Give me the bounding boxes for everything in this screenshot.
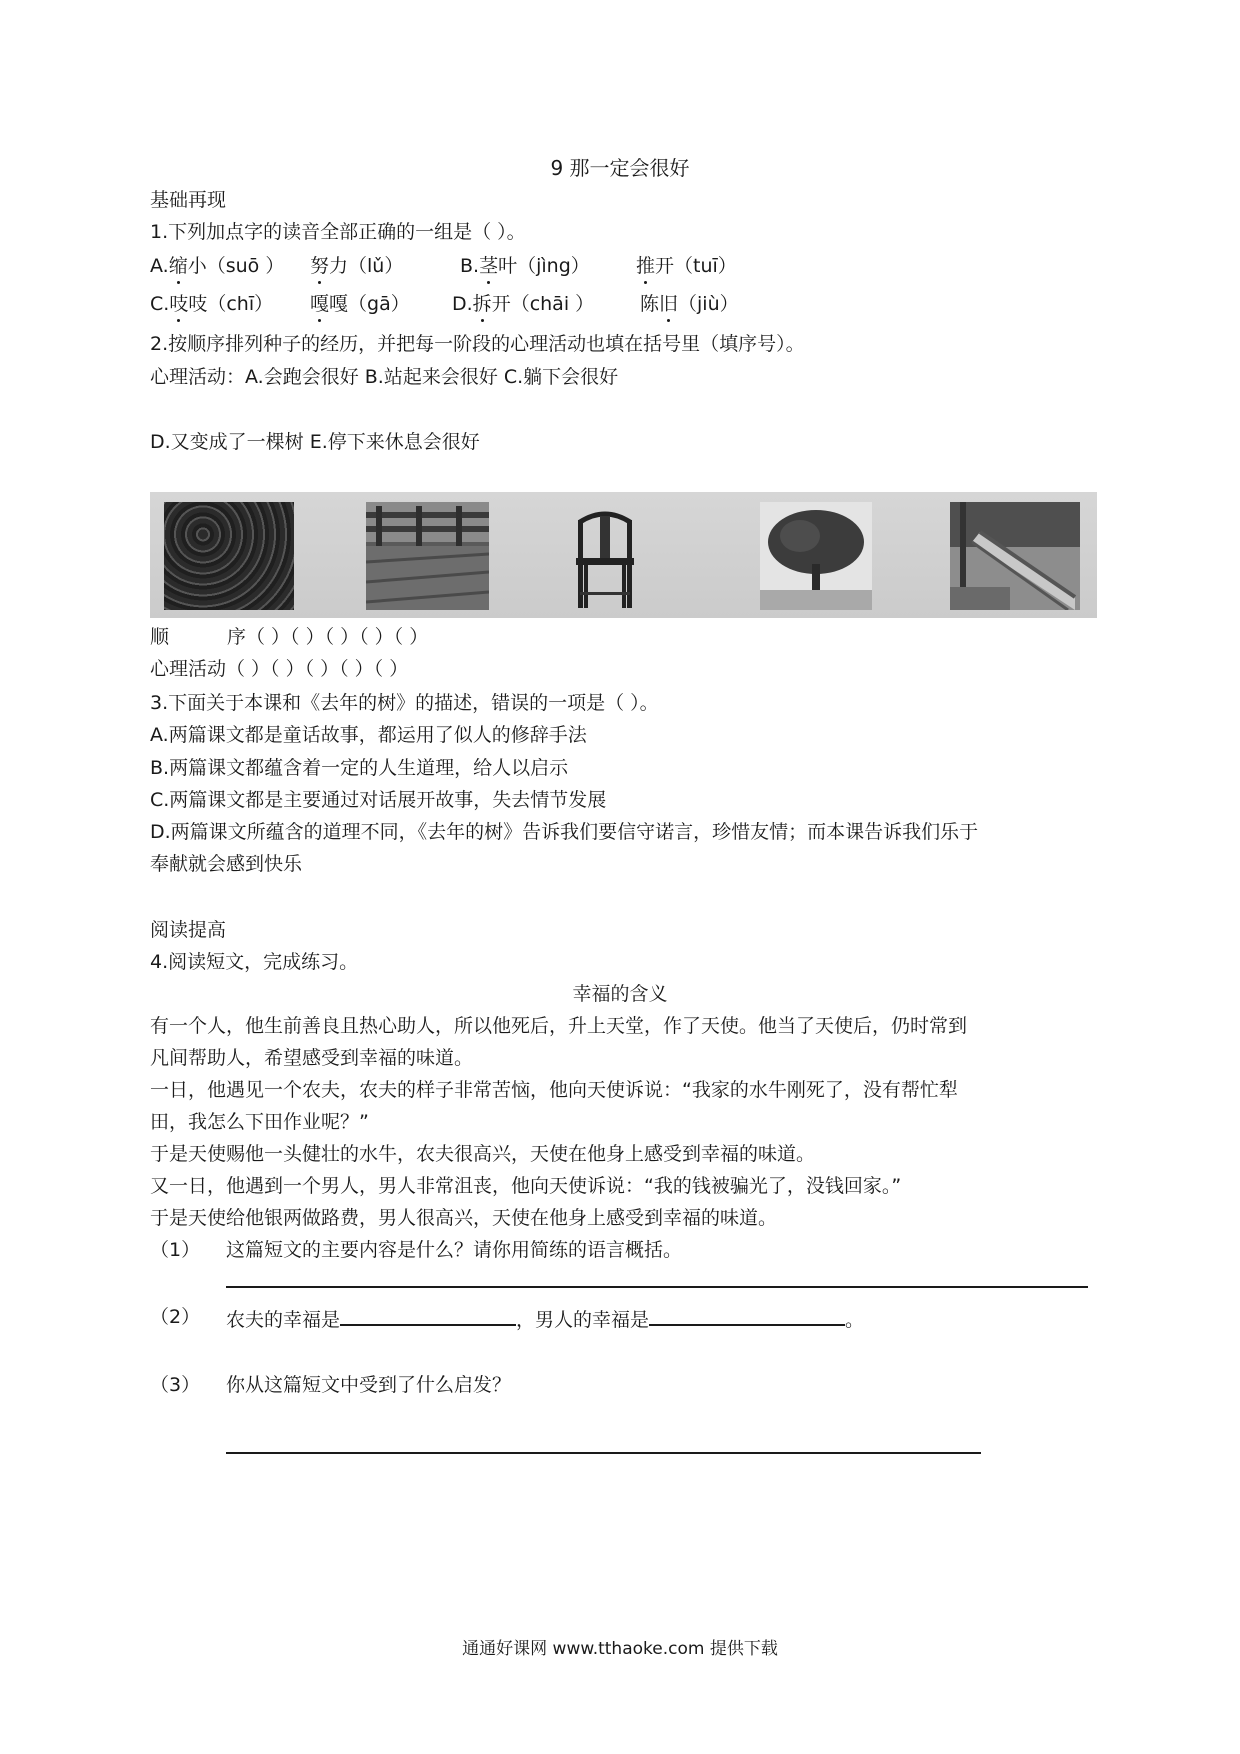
order-label-char1: 顺	[150, 626, 170, 648]
question-1-option-c: C.吱吱（chī）	[150, 293, 274, 315]
question-4-stem: 4.阅读短文，完成练习。	[150, 951, 359, 973]
passage-paragraph-2-line2: 田，我怎么下田作业呢？”	[150, 1111, 369, 1133]
question-3-option-c: C.两篇课文都是主要通过对话展开故事，失去情节发展	[150, 789, 607, 811]
passage-paragraph-4: 又一日，他遇到一个男人，男人非常沮丧，他向天使诉说：“我的钱被骗光了，没钱回家。”	[150, 1175, 902, 1197]
stages-image-strip	[150, 492, 1097, 618]
question-2-options-line1: 心理活动：A.会跑会很好 B.站起来会很好 C.躺下会很好	[150, 366, 619, 388]
blank-farmer-happiness[interactable]	[340, 1304, 516, 1326]
question-2-options-line2: D.又变成了一棵树 E.停下来休息会很好	[150, 431, 480, 453]
question-1-option-b: B.茎叶（jìng）	[460, 255, 590, 277]
question-1-option-b-word2: 推开（tuī）	[636, 255, 737, 277]
question-3-option-d-line1: D.两篇课文所蕴含的道理不同，《去年的树》告诉我们要信守诺言，珍惜友情；而本课告诉我们乐于	[150, 821, 979, 843]
passage-paragraph-3: 于是天使赐他一头健壮的水牛，农夫很高兴，天使在他身上感受到幸福的味道。	[150, 1143, 816, 1165]
question-2-stem: 2.按顺序排列种子的经历，并把每一阶段的心理活动也填在括号里（填序号）。	[150, 333, 805, 355]
question-1-stem: 1.下列加点字的读音全部正确的一组是（ ）。	[150, 221, 526, 243]
wooden-fence-photo	[366, 502, 489, 610]
question-3-option-d-line2: 奉献就会感到快乐	[150, 853, 303, 875]
mood-blanks: 心理活动（ ）（ ）（ ）（ ）（ ）	[150, 658, 409, 680]
chair-photo	[570, 502, 640, 610]
question-1-option-a: A.缩小（suō ）	[150, 255, 285, 277]
passage-title: 幸福的含义	[572, 983, 668, 1005]
question-1-option-d: D.拆开（chāi ）	[452, 293, 595, 315]
question-3-stem: 3.下面关于本课和《去年的树》的描述，错误的一项是（ ）。	[150, 692, 659, 714]
sub-question-3-text: 你从这篇短文中受到了什么启发？	[226, 1374, 512, 1396]
passage-paragraph-1-line1: 有一个人，他生前善良且热心助人，所以他死后，升上天堂，作了天使。他当了天使后，仍时常到	[150, 1015, 968, 1037]
blank-man-happiness[interactable]	[649, 1304, 845, 1326]
question-3-option-a: A.两篇课文都是童话故事，都运用了似人的修辞手法	[150, 724, 587, 746]
sub-question-2-text: 农夫的幸福是 ，男人的幸福是 。	[226, 1304, 864, 1333]
sub-question-2-number: （2）	[150, 1306, 201, 1328]
section-heading-basics: 基础再现	[150, 189, 227, 211]
order-blanks: 序（ ）（ ）（ ）（ ）（ ）	[227, 626, 429, 648]
question-1-option-c-word2: 嘎嘎（gā）	[310, 293, 410, 315]
question-1-option-d-word2: 陈旧（jiù）	[640, 293, 739, 315]
slide-photo	[950, 502, 1080, 610]
page-title: 9 那一定会很好	[550, 156, 690, 180]
tree-photo	[760, 502, 872, 610]
answer-line-1[interactable]	[226, 1286, 1088, 1288]
seeds-photo	[164, 502, 294, 610]
passage-paragraph-5: 于是天使给他银两做路费，男人很高兴，天使在他身上感受到幸福的味道。	[150, 1207, 778, 1229]
answer-line-3[interactable]	[226, 1452, 981, 1454]
question-1-option-a-word2: 努力（lǔ）	[310, 255, 404, 277]
passage-paragraph-2-line1: 一日，他遇见一个农夫，农夫的样子非常苦恼，他向天使诉说：“我家的水牛刚死了，没有帮忙犁	[150, 1079, 958, 1101]
section-heading-reading: 阅读提高	[150, 919, 227, 941]
sub-question-1-number: （1）	[150, 1239, 201, 1261]
footer-watermark: 通通好课网 www.tthaoke.com 提供下载	[462, 1639, 778, 1659]
sub-question-1-text: 这篇短文的主要内容是什么？请你用简练的语言概括。	[226, 1239, 683, 1261]
question-3-option-b: B.两篇课文都蕴含着一定的人生道理，给人以启示	[150, 757, 569, 779]
passage-paragraph-1-line2: 凡间帮助人，希望感受到幸福的味道。	[150, 1047, 474, 1069]
sub-question-3-number: （3）	[150, 1374, 201, 1396]
